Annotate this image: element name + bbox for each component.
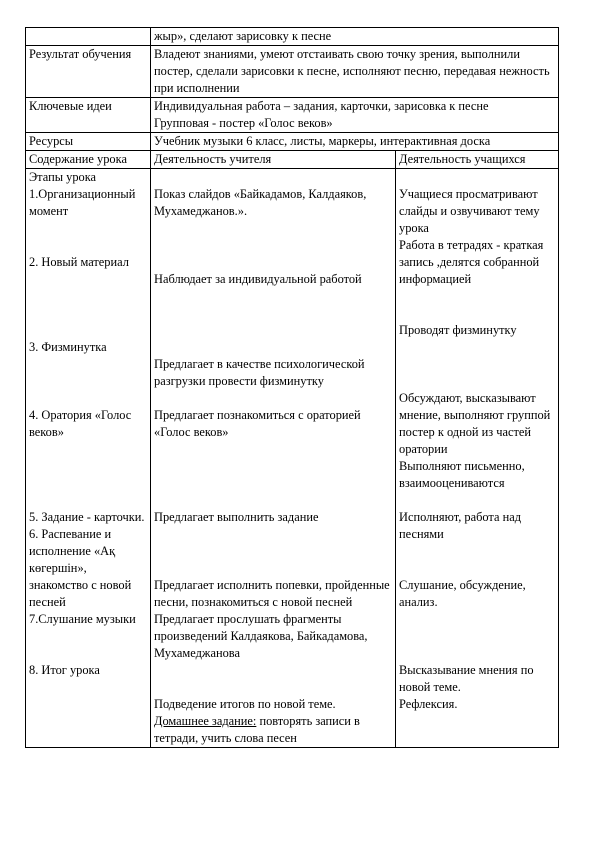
stages-content-cell: Этапы урока 1.Организационный момент 2. Новый материал 3. Физминутка 4. Оратория «Голос веков» 5. Задание - карточки. 6. Распевание и исполнение «Ақ көгершін», знакомство с новой песней 7.Слушание музыки 8. Итог урока	[26, 169, 151, 748]
row-label-empty	[26, 28, 151, 46]
table-row-learning-result	[26, 46, 559, 98]
stages-teacher-cell	[151, 169, 396, 748]
learning-result-text: Владеют знаниями, умеют отстаивать свою точку зрения, выполнили постер, сделали зарисовки к песне, исполняют песню, передавая нежность при исполнении	[151, 46, 559, 98]
learning-result-label: Результат обучения	[26, 46, 151, 98]
key-ideas-label: Ключевые идеи	[26, 98, 151, 133]
header-student-activity: Деятельность учащихся	[396, 151, 559, 169]
stages-students-cell: Учащиеся просматривают слайды и озвучивают тему урока Работа в тетрадях - краткая запись ,делятся собранной информацией Проводят физминутку Обсуждают, высказывают мнение, выполняют группой постер к одной из частей оратории Выполняют письменно, взаимооцениваются Исполняют, работа над песнями Слушание, обсуждение, анализ. Высказывание мнения по новой теме. Рефлексия.	[396, 169, 559, 748]
homework-label: Домашнее задание:	[154, 714, 257, 728]
table-header-row	[26, 151, 559, 169]
homework-text: повторять записи в тетради, учить слова песен	[154, 714, 360, 745]
lesson-plan-sheet	[25, 27, 558, 748]
goals-continuation-text: жыр», сделают зарисовку к песне	[151, 28, 559, 46]
key-ideas-text: Индивидуальная работа – задания, карточки, зарисовка к песне Групповая - постер «Голос веков»	[151, 98, 559, 133]
header-teacher-activity: Деятельность учителя	[151, 151, 396, 169]
table-row-key-ideas	[26, 98, 559, 133]
table-row-stages	[26, 169, 559, 748]
resources-text: Учебник музыки 6 класс, листы, маркеры, интерактивная доска	[151, 133, 559, 151]
table-row-continuation	[26, 28, 559, 46]
resources-label: Ресурсы	[26, 133, 151, 151]
header-lesson-content: Содержание урока	[26, 151, 151, 169]
teacher-activity-text: Показ слайдов «Байкадамов, Калдаяков, Мухамеджанов.». Наблюдает за индивидуальной работой Предлагает в качестве психологической разгрузки провести физминутку Предлагает познакомиться с ораторией «Голос веков» Предлагает выполнить задание Предлагает исполнить попевки, пройденные песни, познакомиться с новой песней Предлагает прослушать фрагменты произведений Калдаякова, Байкадамова, Мухамеджанова Подведение итогов по новой теме.	[154, 187, 390, 711]
lesson-plan-table	[25, 27, 559, 748]
table-row-resources	[26, 133, 559, 151]
